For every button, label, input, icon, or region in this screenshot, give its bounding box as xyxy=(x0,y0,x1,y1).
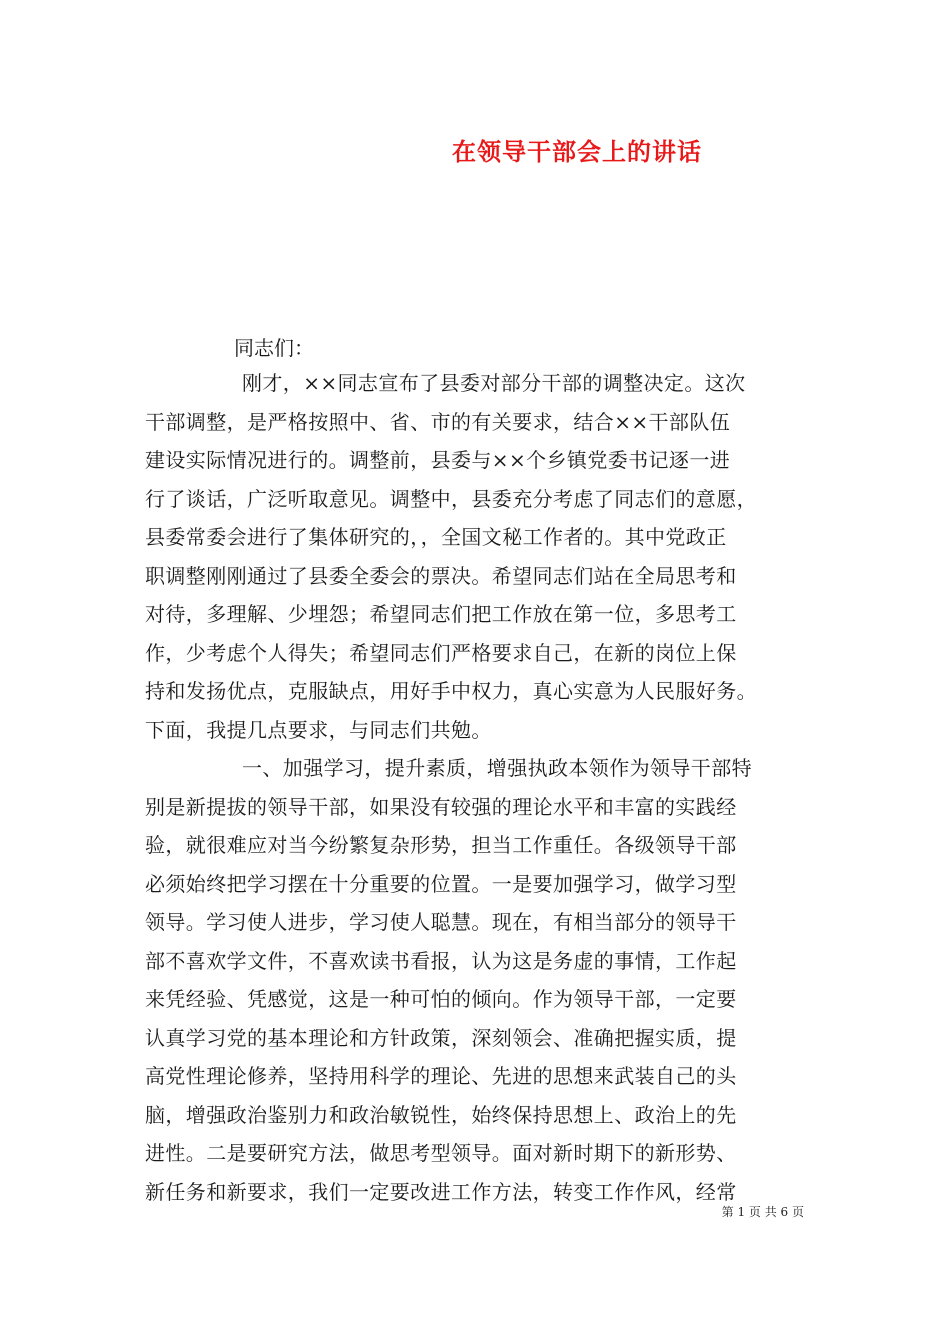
body-line: 一、加强学习，提升素质，增强执政本领作为领导干部特 xyxy=(242,756,752,780)
body-line: 新任务和新要求，我们一定要改进工作方法，转变工作作风，经常 xyxy=(145,1179,737,1204)
body-line: 验，就很难应对当今纷繁复杂形势，担当工作重任。各级领导干部 xyxy=(145,833,737,857)
body-line: 别是新提拔的领导干部，如果没有较强的理论水平和丰富的实践经 xyxy=(145,794,737,819)
body-line: 高党性理论修养，坚持用科学的理论、先进的思想来武装自己的头 xyxy=(145,1064,737,1088)
body-line: 刚才，××同志宣布了县委对部分干部的调整决定。这次 xyxy=(242,371,746,395)
body-line: 认真学习党的基本理论和方针政策，深刻领会、准确把握实质，提 xyxy=(145,1025,737,1050)
body-line: 作，少考虑个人得失；希望同志们严格要求自己，在新的岗位上保 xyxy=(145,640,737,665)
body-line: 脑，增强政治鉴别力和政治敏锐性，始终保持思想上、政治上的先 xyxy=(145,1102,737,1127)
body-line: 持和发扬优点，克服缺点，用好手中权力，真心实意为人民服好务。 xyxy=(145,679,757,703)
body-line: 职调整刚刚通过了县委全委会的票决。希望同志们站在全局思考和 xyxy=(145,563,737,588)
body-line: 建设实际情况进行的。调整前，县委与××个乡镇党委书记逐一进 xyxy=(145,448,731,472)
body-line: 部不喜欢学文件，不喜欢读书看报，认为这是务虚的事情，工作起 xyxy=(145,948,737,973)
page-number-footer: 第 1 页 共 6 页 xyxy=(721,1205,804,1219)
body-line: 下面，我提几点要求，与同志们共勉。 xyxy=(145,717,492,742)
body-line: 县委常委会进行了集体研究的，，全国文秘工作者的。其中党政正 xyxy=(145,525,727,549)
body-line: 来凭经验、凭感觉，这是一种可怕的倾向。作为领导干部，一定要 xyxy=(145,987,737,1011)
body-line: 干部调整，是严格按照中、省、市的有关要求，结合××干部队伍 xyxy=(145,409,731,434)
greeting: 同志们： xyxy=(234,336,314,360)
body-line: 领导。学习使人进步，学习使人聪慧。现在，有相当部分的领导干 xyxy=(145,910,737,934)
document-title: 在领导干部会上的讲话 xyxy=(452,137,702,166)
body-line: 行了谈话，广泛听取意见。调整中，县委充分考虑了同志们的意愿， xyxy=(145,486,757,511)
body-line: 进性。二是要研究方法，做思考型领导。面对新时期下的新形势、 xyxy=(145,1141,737,1165)
body-text xyxy=(145,364,823,1211)
body-line: 必须始终把学习摆在十分重要的位置。一是要加强学习，做学习型 xyxy=(145,871,737,896)
body-line: 对待，多理解、少埋怨；希望同志们把工作放在第一位，多思考工 xyxy=(145,602,737,626)
